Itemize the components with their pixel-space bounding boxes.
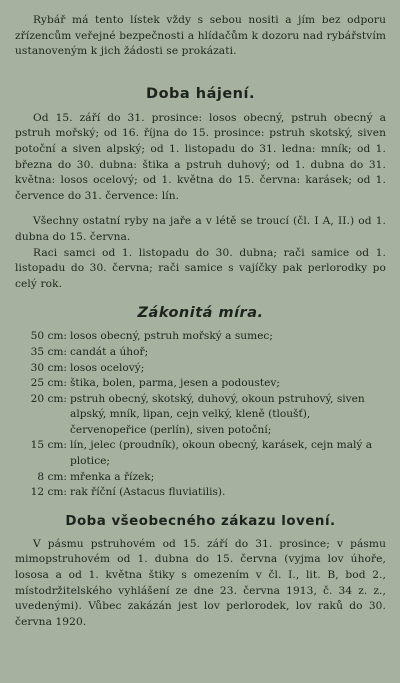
legal-size-list xyxy=(15,329,386,501)
size-row xyxy=(15,438,386,469)
size-value: 25 cm: xyxy=(30,377,67,390)
size-value: 30 cm: xyxy=(30,361,67,374)
size-value: 35 cm: xyxy=(30,345,67,358)
general-ban-paragraph: V pásmu pstruhovém od 15. září do 31. prosince; v pásmu mimopstruhovém od 1. dubna do 15. června (vyjma lov úhoře, lososa a od 1. května štiky s omezením v čl. I., lit. B, bod 2., místodržitelského vyhlášení ze dne 23. června 1913, č. 34 z. z., uvedenými). Vůbec zakázán jest lov perlorodek, lov raků do 30. června 1920. xyxy=(15,537,386,628)
size-row xyxy=(15,392,386,439)
size-species: lín, jelec (proudník), okoun obecný, karásek, cejn malý a plotice; xyxy=(70,439,373,468)
size-species: štika, bolen, parma, jesen a podoustev; xyxy=(70,377,280,390)
size-row xyxy=(15,485,386,501)
closed-season-paragraph-3: Raci samci od 1. listopadu do 30. dubna; rači samice od 1. listopadu do 30. června; rači samice s vajíčky pak perlorodky po celý rok. xyxy=(15,246,386,290)
size-row xyxy=(15,470,386,486)
heading-general-fishing-ban: Doba všeobecného zákazu lovení. xyxy=(65,513,336,529)
size-species: pstruh obecný, skotský, duhový, okoun pstruhový, siven alpský, mník, lipan, cejn velký, kleně (tloušť), červenopeřice (perlín), siven potoční; xyxy=(70,392,365,436)
size-value: 15 cm: xyxy=(30,439,67,452)
closed-season-paragraph-2: Všechny ostatní ryby na jaře a v létě se troucí (čl. I A, II.) od 1. dubna do 15. června. xyxy=(15,215,386,243)
size-species: mřenka a řízek; xyxy=(70,470,155,483)
intro-paragraph: Rybář má tento lístek vždy s sebou nositi a jím bez odporu zřízencům veřejné bezpečnosti a hlídačům k dozoru nad rybářstvím ustanoveným k jich žádosti se prokázati. xyxy=(15,14,386,58)
size-species: losos ocelový; xyxy=(70,361,145,374)
heading-legal-size: Zákonitá míra. xyxy=(137,305,264,322)
heading-closed-season: Doba hájení. xyxy=(146,85,255,102)
size-value: 12 cm: xyxy=(30,486,67,499)
size-row xyxy=(15,361,386,377)
size-row xyxy=(15,345,386,361)
size-row xyxy=(15,329,386,345)
size-row xyxy=(15,376,386,392)
size-value: 50 cm: xyxy=(30,330,67,343)
size-value: 20 cm: xyxy=(30,392,67,405)
size-species: rak říční (Astacus fluviatilis). xyxy=(70,486,226,499)
closed-season-paragraph-1: Od 15. září do 31. prosince: losos obecný, pstruh obecný a pstruh mořský; od 16. října do 15. prosince: pstruh skotský, siven potoční a siven alpský; od 1. listopadu do 31. ledna: mník; od 1. března do 30. dubna: štika a pstruh duhový; od 1. dubna do 31. května: losos ocelový; od 1. května do 15. června: karásek; od 1. července do 31. července: lín. xyxy=(15,111,386,202)
size-value: 8 cm: xyxy=(37,470,67,483)
size-species: candát a úhoř; xyxy=(70,345,149,358)
size-species: losos obecný, pstruh mořský a sumec; xyxy=(70,330,273,343)
